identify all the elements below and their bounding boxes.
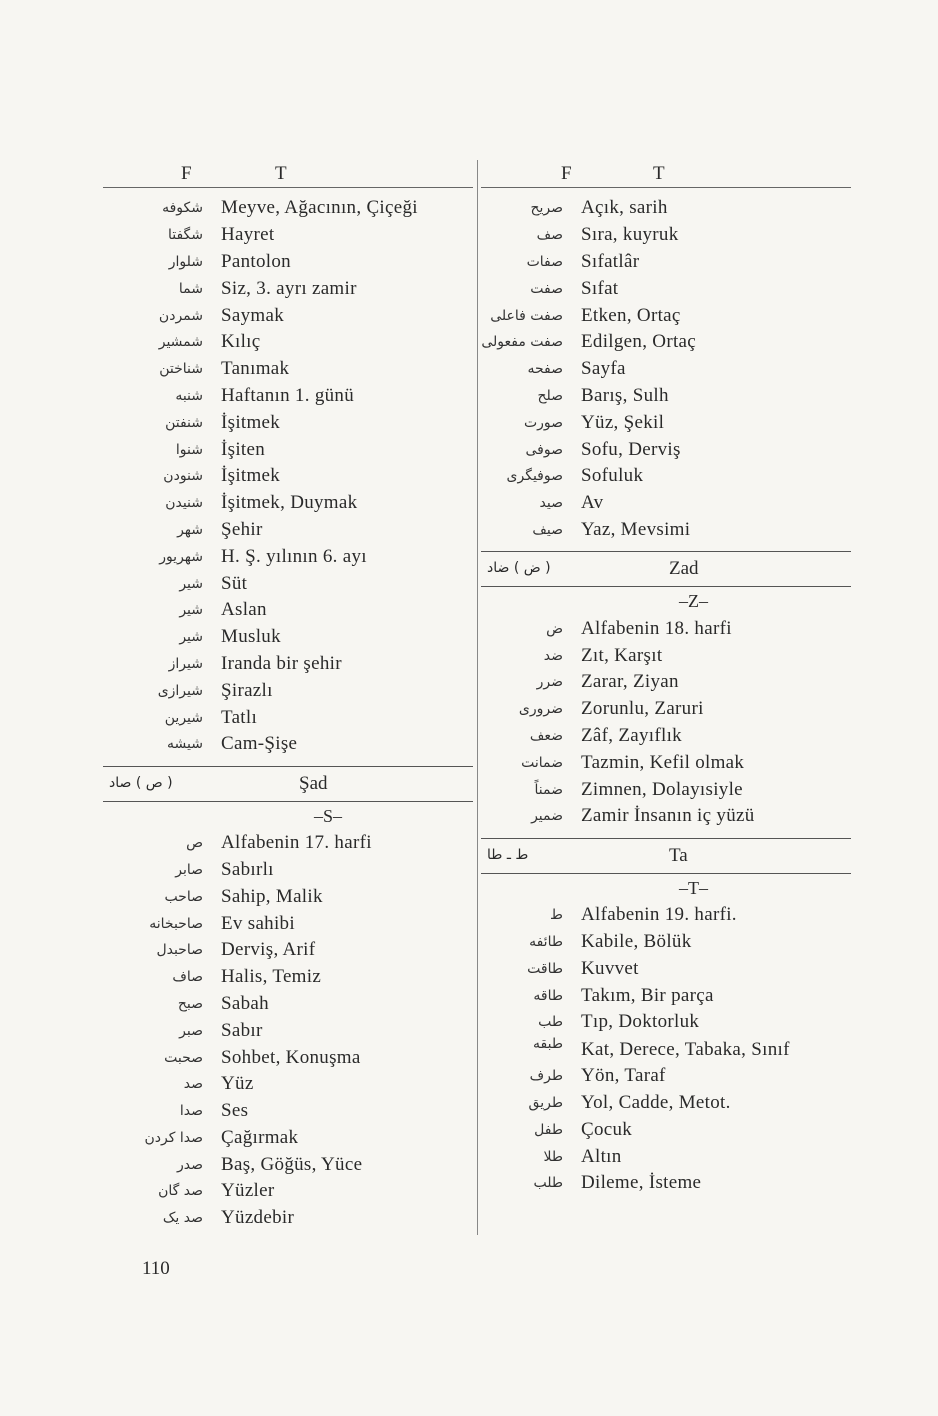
turkish-meaning: Kabile, Bölük — [581, 930, 692, 952]
persian-word: ضمناً — [534, 781, 563, 798]
turkish-meaning: Meyve, Ağacının, Çiçeği — [221, 197, 418, 219]
dictionary-entry — [481, 929, 851, 956]
turkish-meaning: Barış, Sulh — [581, 384, 669, 406]
dictionary-entry — [103, 964, 473, 991]
persian-word: شیرین — [164, 709, 203, 726]
persian-word: طلب — [533, 1175, 563, 1192]
turkish-meaning: Kat, Derece, Tabaka, Sınıf — [581, 1038, 790, 1060]
turkish-meaning: Sabah — [221, 992, 269, 1014]
persian-word: شیر — [179, 575, 203, 592]
dictionary-entry — [481, 902, 851, 929]
turkish-meaning: Zâf, Zayıflık — [581, 724, 682, 746]
persian-word: طرف — [529, 1068, 563, 1085]
dictionary-entry — [481, 356, 851, 383]
persian-word: صدا — [179, 1103, 203, 1120]
dictionary-entry — [103, 857, 473, 884]
dictionary-entry — [103, 1151, 473, 1178]
left-entries — [103, 188, 473, 758]
dictionary-entry — [481, 275, 851, 302]
persian-word: صاحبخانه — [149, 915, 203, 932]
persian-word: طفل — [534, 1121, 563, 1138]
turkish-meaning: Ses — [221, 1100, 249, 1122]
dictionary-entry — [481, 1063, 851, 1090]
persian-word: صدر — [177, 1156, 203, 1173]
dictionary-entry — [481, 436, 851, 463]
dictionary-entry — [103, 570, 473, 597]
dictionary-entry — [103, 1178, 473, 1205]
persian-word: صیف — [532, 521, 563, 538]
dictionary-entry — [103, 1044, 473, 1071]
persian-word: صوفیگری — [506, 468, 563, 485]
turkish-meaning: Zamir İnsanın iç yüzü — [581, 805, 755, 827]
dictionary-entry — [481, 955, 851, 982]
header-t: T — [653, 163, 665, 184]
turkish-meaning: Pantolon — [221, 250, 291, 272]
dictionary-entry — [103, 1071, 473, 1098]
dictionary-entry — [481, 302, 851, 329]
persian-word: شهر — [177, 521, 203, 538]
persian-word: صریح — [530, 200, 563, 217]
turkish-meaning: Ev sahibi — [221, 912, 295, 934]
persian-word: طریق — [528, 1094, 563, 1111]
persian-word: شیر — [179, 629, 203, 646]
header-f: F — [181, 163, 192, 184]
persian-word: صفحه — [527, 361, 563, 378]
dictionary-entry — [481, 696, 851, 723]
persian-word: ص — [186, 835, 203, 852]
turkish-meaning: Zimnen, Dolayısiyle — [581, 778, 743, 800]
turkish-meaning: Yüz, Şekil — [581, 411, 665, 433]
persian-word: صفات — [526, 253, 563, 270]
section-arabic: ( ص ) صاد — [109, 774, 173, 791]
dictionary-entry — [481, 776, 851, 803]
turkish-meaning: Siz, 3. ayrı zamir — [221, 277, 357, 299]
dictionary-entry — [103, 1098, 473, 1125]
dictionary-entry — [481, 803, 851, 830]
persian-word: شنفتن — [165, 414, 203, 431]
turkish-meaning: Sofu, Derviş — [581, 438, 681, 460]
turkish-meaning: Yön, Taraf — [581, 1065, 666, 1087]
turkish-meaning: Yaz, Mevsimi — [581, 518, 691, 540]
persian-word: طاقه — [533, 987, 563, 1004]
dictionary-entry — [481, 669, 851, 696]
persian-word: صف — [536, 227, 563, 244]
turkish-meaning: Sofuluk — [581, 465, 644, 487]
turkish-meaning: Yüz — [221, 1073, 254, 1095]
left-column-header — [103, 155, 473, 188]
persian-word: صاف — [172, 969, 203, 986]
dictionary-entry — [481, 982, 851, 1009]
dictionary-entry — [481, 1009, 851, 1036]
turkish-meaning: Şirazlı — [221, 679, 273, 701]
dictionary-entry — [103, 383, 473, 410]
dictionary-entry — [481, 517, 851, 544]
turkish-meaning: Zorunlu, Zaruri — [581, 698, 704, 720]
right-entries-2 — [481, 615, 851, 829]
turkish-meaning: Süt — [221, 572, 248, 594]
section-header-zad — [481, 551, 851, 587]
section-arabic: ط ـ طا — [487, 846, 529, 863]
dictionary-entry — [103, 356, 473, 383]
right-entries — [481, 188, 851, 543]
turkish-meaning: Tazmin, Kefil olmak — [581, 751, 745, 773]
persian-word: شهریور — [159, 548, 203, 565]
header-f: F — [561, 163, 572, 184]
persian-word: شکوفه — [162, 200, 203, 217]
dictionary-entry — [103, 937, 473, 964]
turkish-meaning: Tıp, Doktorluk — [581, 1011, 700, 1033]
turkish-meaning: Dileme, İsteme — [581, 1172, 702, 1194]
persian-word: طبقه — [533, 1035, 563, 1052]
dictionary-entry — [103, 677, 473, 704]
section-name: Zad — [669, 558, 699, 580]
turkish-meaning: İşitmek — [221, 411, 281, 433]
turkish-meaning: Sahip, Malik — [221, 885, 323, 907]
turkish-meaning: Tatlı — [221, 706, 258, 728]
dictionary-entry — [481, 195, 851, 222]
turkish-meaning: Sohbet, Konuşma — [221, 1046, 361, 1068]
turkish-meaning: Şehir — [221, 518, 263, 540]
persian-word: صاحبدل — [156, 942, 203, 959]
dictionary-entry — [103, 517, 473, 544]
dictionary-entry — [481, 1170, 851, 1197]
persian-word: ضرر — [536, 674, 563, 691]
dictionary-entry — [103, 195, 473, 222]
dictionary-entry — [103, 991, 473, 1018]
dictionary-entry — [481, 1036, 851, 1063]
persian-word: صدا کردن — [144, 1129, 203, 1146]
persian-word: شناختن — [159, 361, 203, 378]
turkish-meaning: Haftanın 1. günü — [221, 384, 355, 406]
turkish-meaning: İşiten — [221, 438, 266, 460]
persian-word: شنبه — [175, 387, 203, 404]
persian-word: شیرازی — [157, 682, 203, 699]
section-name: Ta — [669, 844, 688, 866]
persian-word: طلا — [543, 1148, 563, 1165]
section-header-ta — [481, 838, 851, 874]
persian-word: شنیدن — [165, 495, 203, 512]
dictionary-entry — [481, 490, 851, 517]
persian-word: شلوار — [168, 253, 203, 270]
turkish-meaning: H. Ş. yılının 6. ayı — [221, 545, 367, 567]
dictionary-entry — [103, 651, 473, 678]
persian-word: صفت مفعولی — [481, 334, 563, 351]
section-name: Şad — [299, 772, 328, 794]
dictionary-entry — [481, 249, 851, 276]
persian-word: صد یک — [162, 1210, 203, 1227]
dictionary-entry — [103, 597, 473, 624]
dictionary-entry — [103, 409, 473, 436]
persian-word: شنودن — [163, 468, 203, 485]
persian-word: ضمیر — [531, 808, 563, 825]
dictionary-entry — [103, 543, 473, 570]
persian-word: ضمانت — [521, 754, 563, 771]
right-entries-3 — [481, 902, 851, 1197]
turkish-meaning: Sıfatlâr — [581, 250, 640, 272]
turkish-meaning: Kuvvet — [581, 957, 639, 979]
persian-word: صابر — [175, 861, 203, 878]
persian-word: صفت فاعلی — [490, 307, 563, 324]
dictionary-entry — [103, 830, 473, 857]
persian-word: صاحب — [164, 888, 203, 905]
dictionary-entry — [103, 731, 473, 758]
turkish-meaning: Tanımak — [221, 358, 290, 380]
dictionary-entry — [103, 275, 473, 302]
turkish-meaning: İşitmek, Duymak — [221, 492, 358, 514]
dictionary-entry — [481, 409, 851, 436]
dictionary-entry — [481, 1143, 851, 1170]
turkish-meaning: Sabır — [221, 1019, 263, 1041]
persian-word: طائفه — [529, 933, 563, 950]
dictionary-entry — [103, 624, 473, 651]
turkish-meaning: Yüzler — [221, 1180, 275, 1202]
turkish-meaning: Aslan — [221, 599, 267, 621]
turkish-meaning: Etken, Ortaç — [581, 304, 681, 326]
persian-word: شگفتا — [167, 227, 203, 244]
persian-word: شنوا — [175, 441, 203, 458]
dictionary-entry — [481, 1090, 851, 1117]
persian-word: طب — [538, 1014, 563, 1031]
persian-word: صحبت — [164, 1049, 203, 1066]
column-divider — [477, 160, 478, 1235]
turkish-meaning: Kılıç — [221, 331, 261, 353]
dictionary-entry — [103, 463, 473, 490]
dictionary-entry — [103, 222, 473, 249]
turkish-meaning: Av — [581, 492, 604, 514]
persian-word: صد — [183, 1076, 203, 1093]
section-header-sad — [103, 766, 473, 802]
turkish-meaning: Alfabenin 17. harfi — [221, 832, 372, 854]
persian-word: ضعف — [529, 727, 563, 744]
turkish-meaning: Zarar, Ziyan — [581, 671, 679, 693]
persian-word: شمشیر — [158, 334, 203, 351]
persian-word: صبر — [179, 1022, 203, 1039]
dictionary-entry — [103, 910, 473, 937]
dictionary-entry — [103, 490, 473, 517]
dictionary-entry — [103, 329, 473, 356]
section-arabic: ( ض ) ضاد — [487, 560, 551, 577]
turkish-meaning: Cam-Şişe — [221, 733, 298, 755]
right-column — [481, 155, 851, 1197]
turkish-meaning: Takım, Bir parça — [581, 984, 714, 1006]
persian-word: ض — [546, 620, 563, 637]
persian-word: صبح — [177, 995, 203, 1012]
dictionary-entry — [481, 642, 851, 669]
persian-word: طاقت — [527, 960, 563, 977]
turkish-meaning: Sayfa — [581, 358, 626, 380]
persian-word: صلح — [537, 387, 563, 404]
persian-word: صید — [539, 495, 563, 512]
turkish-meaning: Alfabenin 18. harfi — [581, 617, 732, 639]
dictionary-entry — [481, 329, 851, 356]
turkish-meaning: İşitmek — [221, 465, 281, 487]
dictionary-entry — [103, 302, 473, 329]
persian-word: صفت — [530, 280, 563, 297]
turkish-meaning: Çocuk — [581, 1118, 633, 1140]
turkish-meaning: Yüzdebir — [221, 1207, 295, 1229]
turkish-meaning: Altın — [581, 1145, 622, 1167]
page-number: 110 — [142, 1258, 170, 1279]
dictionary-entry — [481, 749, 851, 776]
turkish-meaning: Zıt, Karşıt — [581, 644, 663, 666]
turkish-meaning: Alfabenin 19. harfi. — [581, 904, 737, 926]
turkish-meaning: Yol, Cadde, Metot. — [581, 1091, 731, 1113]
persian-word: ط — [550, 907, 563, 924]
dictionary-entry — [103, 1125, 473, 1152]
persian-word: صورت — [523, 414, 563, 431]
turkish-meaning: Hayret — [221, 224, 275, 246]
persian-word: صوفی — [525, 441, 563, 458]
header-t: T — [275, 163, 287, 184]
persian-word: صد گان — [158, 1183, 203, 1200]
turkish-meaning: Sabırlı — [221, 858, 274, 880]
persian-word: شما — [178, 280, 203, 297]
turkish-meaning: Iranda bir şehir — [221, 652, 342, 674]
dictionary-entry — [481, 1116, 851, 1143]
dictionary-entry — [103, 436, 473, 463]
turkish-meaning: Halis, Temiz — [221, 966, 322, 988]
dictionary-entry — [481, 463, 851, 490]
turkish-meaning: Açık, sarih — [581, 197, 668, 219]
turkish-meaning: Baş, Göğüs, Yüce — [221, 1153, 363, 1175]
persian-word: ضروری — [518, 701, 563, 718]
dictionary-entry — [481, 222, 851, 249]
turkish-meaning: Musluk — [221, 626, 281, 648]
right-column-header — [481, 155, 851, 188]
turkish-meaning: Sıfat — [581, 277, 619, 299]
section-letter: –Z– — [679, 591, 708, 612]
persian-word: شیشه — [167, 736, 203, 753]
dictionary-entry — [103, 883, 473, 910]
persian-word: شیر — [179, 602, 203, 619]
dictionary-entry — [481, 615, 851, 642]
dictionary-entry — [481, 383, 851, 410]
dictionary-entry — [103, 1205, 473, 1232]
dictionary-entry — [103, 249, 473, 276]
persian-word: ضد — [543, 647, 563, 664]
turkish-meaning: Çağırmak — [221, 1126, 299, 1148]
turkish-meaning: Sıra, kuyruk — [581, 224, 679, 246]
dictionary-entry — [103, 1017, 473, 1044]
turkish-meaning: Saymak — [221, 304, 285, 326]
section-letter: –S– — [313, 805, 342, 826]
turkish-meaning: Derviş, Arif — [221, 939, 316, 961]
dictionary-entry — [481, 723, 851, 750]
section-letter: –T– — [679, 877, 708, 898]
persian-word: شیراز — [168, 655, 203, 672]
dictionary-entry — [103, 704, 473, 731]
turkish-meaning: Edilgen, Ortaç — [581, 331, 696, 353]
left-entries-2 — [103, 830, 473, 1232]
persian-word: شمردن — [158, 307, 203, 324]
left-column — [103, 155, 473, 1232]
